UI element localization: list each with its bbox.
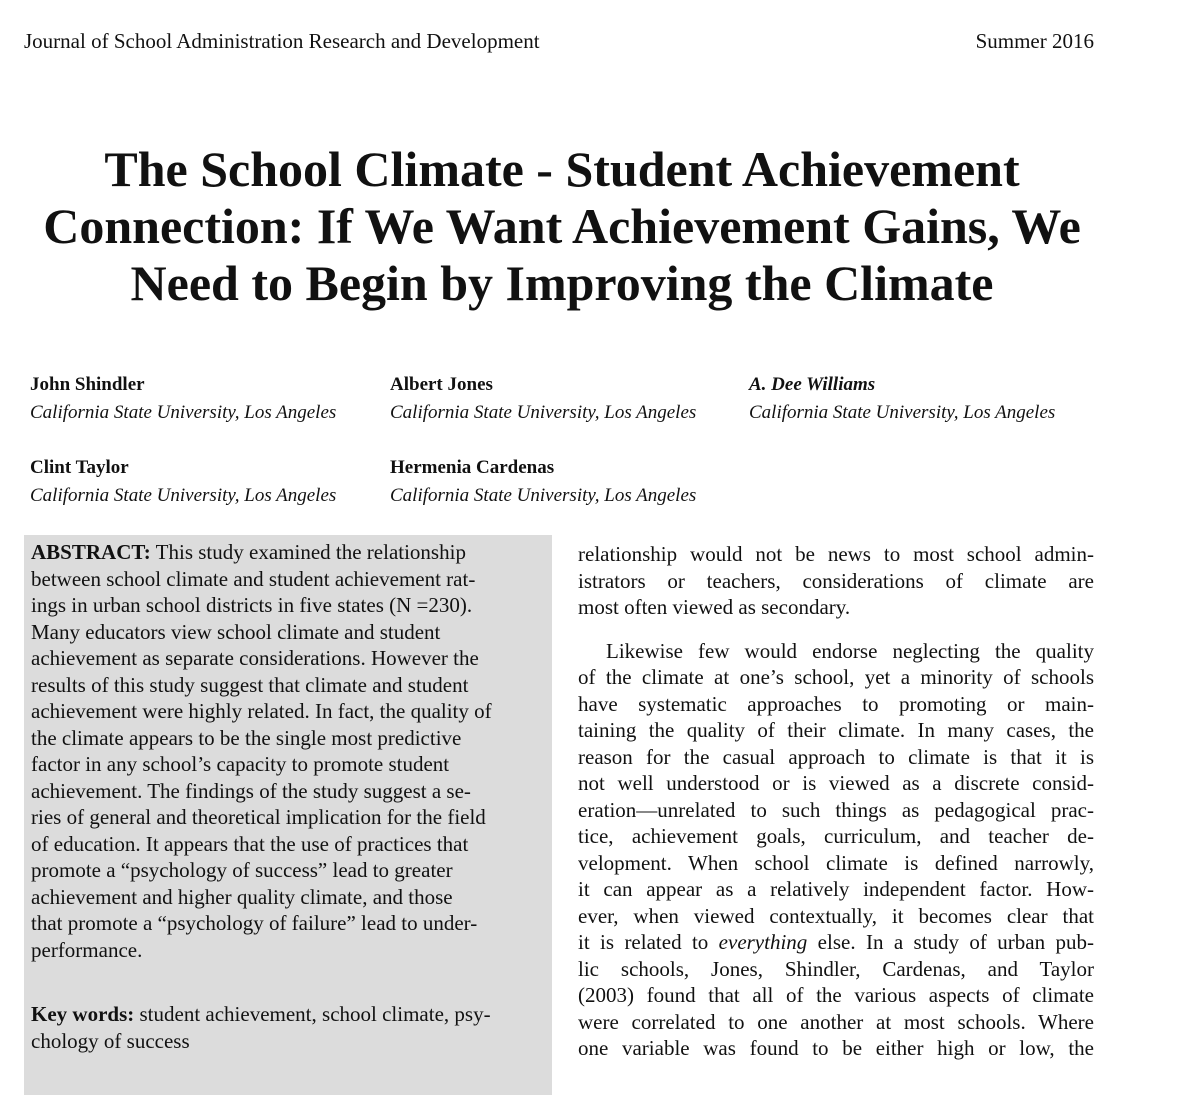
- body-column-right: [578, 541, 1094, 1062]
- author-affiliation: California State University, Los Angeles: [30, 402, 337, 423]
- body-line: most often viewed as secondary.: [578, 595, 851, 619]
- body-line: [578, 929, 1094, 956]
- body-line: (2003) found that all of the various aspects of climate: [578, 983, 1094, 1007]
- body-line: have systematic approaches to promoting or main-: [578, 691, 1094, 716]
- abstract-line: results of this study suggest that climate and student: [31, 672, 469, 697]
- author-block-1: [30, 371, 336, 427]
- issue-date: Summer 2016: [975, 29, 1094, 53]
- abstract-line: ries of general and theoretical implication for the field: [31, 805, 486, 829]
- abstract-line: the climate appears to be the single most predictive: [31, 725, 462, 750]
- author-affiliation: California State University, Los Angeles: [390, 485, 697, 506]
- title-line-1: The School Climate - Student Achievement: [104, 141, 1020, 197]
- body-line: istrators or teachers, considerations of climate are: [578, 568, 1094, 593]
- keywords-line: [31, 1001, 546, 1028]
- abstract-line: achievement. The findings of the study suggest a se-: [31, 778, 471, 803]
- title-line-2: Connection: If We Want Achievement Gains, We: [43, 198, 1081, 254]
- paragraph-gap: [578, 621, 1094, 638]
- author-block-4: [30, 454, 336, 510]
- author-name: Albert Jones: [390, 374, 493, 395]
- abstract-line: ings in urban school districts in five states (N =230).: [31, 593, 473, 617]
- abstract-gap: [31, 963, 546, 1001]
- body-line: were correlated to one another at most schools. Where: [578, 1009, 1094, 1034]
- body-line: of the climate at one’s school, yet a minority of schools: [578, 665, 1094, 689]
- body-line: velopment. When school climate is defined narrowly,: [578, 850, 1094, 875]
- author-affiliation: California State University, Los Angeles: [30, 485, 337, 506]
- body-line: relationship would not be news to most school admin-: [578, 542, 1094, 566]
- abstract-line: achievement as separate considerations. However the: [31, 646, 479, 670]
- keywords-line: chology of success: [31, 1028, 190, 1053]
- author-block-2: [390, 371, 696, 427]
- author-block-3: [749, 371, 1055, 427]
- emphasis-everything: everything: [718, 930, 808, 954]
- body-line: reason for the casual approach to climate is that it is: [578, 744, 1094, 769]
- author-affiliation: California State University, Los Angeles: [749, 402, 1056, 423]
- body-line: eration—unrelated to such things as pedagogical prac-: [578, 797, 1094, 822]
- author-name: Clint Taylor: [30, 457, 129, 478]
- abstract-line: that promote a “psychology of failure” lead to under-: [31, 911, 478, 935]
- body-line: Likewise few would endorse neglecting the quality: [606, 638, 1094, 663]
- body-line: one variable was found to be either high or low, the: [578, 1036, 1094, 1060]
- body-line: lic schools, Jones, Shindler, Cardenas, and Taylor: [578, 956, 1094, 981]
- keywords-text: student achievement, school climate, psy-: [134, 1002, 491, 1026]
- abstract-line: achievement and higher quality climate, and those: [31, 884, 453, 909]
- author-affiliation: California State University, Los Angeles: [390, 402, 697, 423]
- abstract-label: ABSTRACT:: [31, 540, 151, 564]
- body-line: tice, achievement goals, curriculum, and teacher de-: [578, 824, 1094, 848]
- body-line: taining the quality of their climate. In many cases, the: [578, 718, 1094, 742]
- keywords-label: Key words:: [31, 1002, 135, 1026]
- author-name: A. Dee Williams: [749, 374, 876, 395]
- abstract-line: achievement were highly related. In fact, the quality of: [31, 699, 492, 723]
- paper-title: [0, 141, 1124, 312]
- body-text: it is related to: [578, 930, 719, 954]
- body-line: not well understood or is viewed as a discrete consid-: [578, 771, 1094, 795]
- abstract-line: promote a “psychology of success” lead to greater: [31, 858, 453, 882]
- abstract-line: performance.: [31, 937, 143, 962]
- abstract-line: between school climate and student achievement rat-: [31, 566, 476, 591]
- body-line: ever, when viewed contextually, it becomes clear that: [578, 903, 1094, 928]
- abstract-first-line: This study examined the relationship: [150, 540, 466, 564]
- abstract-line: of education. It appears that the use of practices that: [31, 831, 469, 856]
- abstract-box: [24, 535, 552, 1095]
- author-block-5: [390, 454, 696, 510]
- author-name: John Shindler: [30, 374, 145, 395]
- title-line-3: Need to Begin by Improving the Climate: [130, 255, 994, 311]
- journal-name: Journal of School Administration Research and Development: [24, 29, 540, 53]
- abstract-line: [31, 539, 546, 566]
- abstract-line: Many educators view school climate and student: [31, 619, 441, 644]
- body-text: else. In a study of urban pub-: [807, 930, 1094, 954]
- body-line: it can appear as a relatively independent factor. How-: [578, 877, 1094, 901]
- author-name: Hermenia Cardenas: [390, 457, 555, 478]
- abstract-line: factor in any school’s capacity to promote student: [31, 752, 450, 776]
